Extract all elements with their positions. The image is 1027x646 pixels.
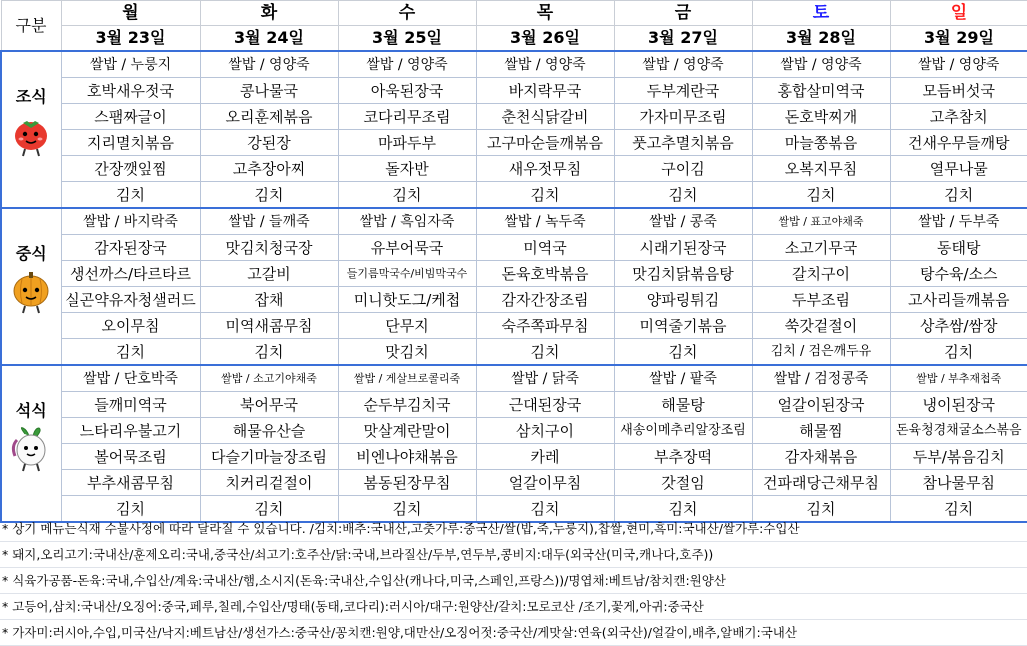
menu-item: 감자채볶음 bbox=[752, 444, 890, 470]
day-header: 일 bbox=[890, 1, 1027, 26]
menu-item: 해물유산슬 bbox=[200, 418, 338, 444]
menu-item: 코다리무조림 bbox=[338, 104, 476, 130]
menu-item: 새우젓무침 bbox=[476, 156, 614, 182]
menu-item: 김치 bbox=[890, 339, 1027, 366]
menu-row bbox=[1, 208, 1027, 235]
day-header: 월 bbox=[61, 1, 200, 26]
origin-note: * 가자미:러시아,수입,미국산/낙지:베트남산/생선가스:중국산/꽁치캔:원양,대만산/오징어젓:중국산/게맛살:연육(외국산)/얼갈이,배추,알배기:국내산 bbox=[0, 620, 1027, 646]
menu-item: 비엔나야채볶음 bbox=[338, 444, 476, 470]
menu-item: 탕수육/소스 bbox=[890, 261, 1027, 287]
menu-item: 오리훈제볶음 bbox=[200, 104, 338, 130]
menu-item: 쌀밥 / 부추재첩죽 bbox=[890, 365, 1027, 392]
menu-item: 돈호박찌개 bbox=[752, 104, 890, 130]
menu-item: 쌀밥 / 흑임자죽 bbox=[338, 208, 476, 235]
menu-item: 건파래당근채무침 bbox=[752, 470, 890, 496]
menu-item: 미역줄기볶음 bbox=[614, 313, 752, 339]
menu-item: 간장깻잎찜 bbox=[61, 156, 200, 182]
menu-item: 쌀밥 / 단호박죽 bbox=[61, 365, 200, 392]
menu-item: 삼치구이 bbox=[476, 418, 614, 444]
menu-row bbox=[1, 156, 1027, 182]
menu-item: 김치 bbox=[200, 496, 338, 523]
menu-item: 건새우무들깨탕 bbox=[890, 130, 1027, 156]
menu-item: 양파링튀김 bbox=[614, 287, 752, 313]
pumpkin-mascot-icon bbox=[9, 269, 53, 317]
menu-item: 쌀밥 / 누룽지 bbox=[61, 51, 200, 78]
day-header: 화 bbox=[200, 1, 338, 26]
menu-item: 갓절임 bbox=[614, 470, 752, 496]
menu-row bbox=[1, 261, 1027, 287]
menu-item: 볼어묵조림 bbox=[61, 444, 200, 470]
menu-row bbox=[1, 51, 1027, 78]
gubun-header: 구분 bbox=[1, 1, 61, 52]
menu-item: 춘천식닭갈비 bbox=[476, 104, 614, 130]
menu-item: 숙주쪽파무침 bbox=[476, 313, 614, 339]
menu-row bbox=[1, 365, 1027, 392]
menu-item: 김치 bbox=[61, 339, 200, 366]
menu-item: 돈육청경채굴소스볶음 bbox=[890, 418, 1027, 444]
menu-item: 쌀밥 / 영양죽 bbox=[476, 51, 614, 78]
menu-item: 김치 bbox=[614, 339, 752, 366]
origin-note: * 식육가공품-돈육:국내,수입산/계육:국내산/햄,소시지(돈육:국내산,수입산(캐나다,미국,스페인,프랑스))/명엽채:베트남/참치캔:원양산 bbox=[0, 568, 1027, 594]
menu-item: 잡채 bbox=[200, 287, 338, 313]
menu-item: 쌀밥 / 영양죽 bbox=[890, 51, 1027, 78]
menu-item: 쌀밥 / 영양죽 bbox=[752, 51, 890, 78]
menu-item: 맛김치청국장 bbox=[200, 235, 338, 261]
meal-label: 석식 bbox=[15, 401, 47, 420]
menu-item: 김치 bbox=[614, 496, 752, 523]
menu-item: 쌀밥 / 들깨죽 bbox=[200, 208, 338, 235]
menu-item: 오복지무침 bbox=[752, 156, 890, 182]
menu-item: 느타리우불고기 bbox=[61, 418, 200, 444]
date-cell: 3월 29일 bbox=[890, 26, 1027, 52]
menu-item: 쌀밥 / 영양죽 bbox=[338, 51, 476, 78]
menu-item: 김치 bbox=[338, 182, 476, 209]
date-cell: 3월 23일 bbox=[61, 26, 200, 52]
menu-row bbox=[1, 78, 1027, 104]
menu-item: 쑥갓겉절이 bbox=[752, 313, 890, 339]
menu-item: 두부조림 bbox=[752, 287, 890, 313]
menu-item: 김치 bbox=[752, 182, 890, 209]
menu-item: 쌀밥 / 표고야채죽 bbox=[752, 208, 890, 235]
day-header: 수 bbox=[338, 1, 476, 26]
menu-item: 고사리들깨볶음 bbox=[890, 287, 1027, 313]
menu-item: 냉이된장국 bbox=[890, 392, 1027, 418]
menu-item: 모듬버섯국 bbox=[890, 78, 1027, 104]
menu-item: 얼갈이무침 bbox=[476, 470, 614, 496]
menu-item: 김치 bbox=[200, 182, 338, 209]
date-cell: 3월 26일 bbox=[476, 26, 614, 52]
menu-row bbox=[1, 339, 1027, 366]
menu-item: 쌀밥 / 닭죽 bbox=[476, 365, 614, 392]
menu-item: 김치 bbox=[752, 496, 890, 523]
menu-item: 카레 bbox=[476, 444, 614, 470]
day-header-row bbox=[1, 1, 1027, 26]
menu-item: 북어무국 bbox=[200, 392, 338, 418]
menu-item: 맛김치닭볶음탕 bbox=[614, 261, 752, 287]
menu-item: 쌀밥 / 소고기야채죽 bbox=[200, 365, 338, 392]
menu-item: 순두부김치국 bbox=[338, 392, 476, 418]
menu-item: 봄동된장무침 bbox=[338, 470, 476, 496]
origin-note: * 돼지,오리고기:국내산/훈제오리:국내,중국산/쇠고기:호주산/닭:국내,브라질산/두부,연두부,콩비지:대두(외국산(미국,캐나다,호주)) bbox=[0, 542, 1027, 568]
menu-item: 쌀밥 / 영양죽 bbox=[614, 51, 752, 78]
menu-item: 고갈비 bbox=[200, 261, 338, 287]
menu-item: 쌀밥 / 녹두죽 bbox=[476, 208, 614, 235]
menu-item: 김치 bbox=[61, 182, 200, 209]
date-cell: 3월 24일 bbox=[200, 26, 338, 52]
date-cell: 3월 27일 bbox=[614, 26, 752, 52]
menu-row bbox=[1, 313, 1027, 339]
menu-item: 홍합살미역국 bbox=[752, 78, 890, 104]
menu-item: 김치 bbox=[476, 182, 614, 209]
origin-note: * 상기 메뉴는식재 수불사정에 따라 달라질 수 있습니다. /김치:배추:국내산,고춧가루:중국산/쌀(밥,죽,누룽지),찹쌀,현미,흑미:국내산/쌀가루:수입산 bbox=[0, 516, 1027, 542]
menu-item: 해물찜 bbox=[752, 418, 890, 444]
menu-item: 동태탕 bbox=[890, 235, 1027, 261]
menu-row bbox=[1, 182, 1027, 209]
menu-item: 고추참치 bbox=[890, 104, 1027, 130]
menu-item: 고구마순들깨볶음 bbox=[476, 130, 614, 156]
origin-notes bbox=[0, 516, 1027, 646]
menu-row bbox=[1, 470, 1027, 496]
menu-item: 근대된장국 bbox=[476, 392, 614, 418]
meal-label-cell bbox=[1, 365, 61, 522]
menu-item: 아욱된장국 bbox=[338, 78, 476, 104]
menu-item: 바지락무국 bbox=[476, 78, 614, 104]
menu-row bbox=[1, 104, 1027, 130]
menu-item: 들깨미역국 bbox=[61, 392, 200, 418]
menu-item: 김치 bbox=[890, 496, 1027, 523]
date-row bbox=[1, 26, 1027, 52]
menu-item: 감자간장조림 bbox=[476, 287, 614, 313]
menu-item: 김치 bbox=[61, 496, 200, 523]
menu-item: 호박새우젓국 bbox=[61, 78, 200, 104]
menu-item: 김치 bbox=[476, 339, 614, 366]
origin-note: * 고등어,삼치:국내산/오징어:중국,페루,칠레,수입산/명태(동태,코다리):러시아/대구:원양산/갈치:모로코산 /조기,꽃게,아귀:중국산 bbox=[0, 594, 1027, 620]
menu-item: 쌀밥 / 검정콩죽 bbox=[752, 365, 890, 392]
menu-row bbox=[1, 235, 1027, 261]
menu-item: 미역국 bbox=[476, 235, 614, 261]
menu-item: 돌자반 bbox=[338, 156, 476, 182]
menu-row bbox=[1, 130, 1027, 156]
menu-item: 마늘쫑볶음 bbox=[752, 130, 890, 156]
menu-item: 돈육호박볶음 bbox=[476, 261, 614, 287]
menu-item: 유부어묵국 bbox=[338, 235, 476, 261]
menu-item: 단무지 bbox=[338, 313, 476, 339]
menu-item: 쌀밥 / 두부죽 bbox=[890, 208, 1027, 235]
menu-item: 김치 bbox=[476, 496, 614, 523]
menu-item: 미니핫도그/케첩 bbox=[338, 287, 476, 313]
menu-item: 다슬기마늘장조림 bbox=[200, 444, 338, 470]
menu-item: 치커리겉절이 bbox=[200, 470, 338, 496]
menu-item: 스팸짜글이 bbox=[61, 104, 200, 130]
menu-item: 새송이메추리알장조림 bbox=[614, 418, 752, 444]
menu-item: 맛살계란말이 bbox=[338, 418, 476, 444]
menu-item: 얼갈이된장국 bbox=[752, 392, 890, 418]
meal-label-cell bbox=[1, 208, 61, 365]
menu-row bbox=[1, 392, 1027, 418]
menu-item: 맛김치 bbox=[338, 339, 476, 366]
menu-item: 김치 bbox=[200, 339, 338, 366]
menu-item: 김치 / 검은깨두유 bbox=[752, 339, 890, 366]
menu-item: 쌀밥 / 팥죽 bbox=[614, 365, 752, 392]
menu-item: 구이김 bbox=[614, 156, 752, 182]
menu-item: 두부/볶음김치 bbox=[890, 444, 1027, 470]
date-cell: 3월 28일 bbox=[752, 26, 890, 52]
menu-item: 마파두부 bbox=[338, 130, 476, 156]
menu-item: 쌀밥 / 콩죽 bbox=[614, 208, 752, 235]
menu-item: 가자미무조림 bbox=[614, 104, 752, 130]
menu-item: 상추쌈/쌈장 bbox=[890, 313, 1027, 339]
menu-item: 부추새콤무침 bbox=[61, 470, 200, 496]
menu-item: 콩나물국 bbox=[200, 78, 338, 104]
menu-item: 실곤약유자청샐러드 bbox=[61, 287, 200, 313]
menu-item: 강된장 bbox=[200, 130, 338, 156]
menu-item: 쌀밥 / 영양죽 bbox=[200, 51, 338, 78]
menu-item: 쌀밥 / 게살브로콜리죽 bbox=[338, 365, 476, 392]
menu-row bbox=[1, 444, 1027, 470]
day-header: 금 bbox=[614, 1, 752, 26]
menu-item: 김치 bbox=[614, 182, 752, 209]
menu-item: 시래기된장국 bbox=[614, 235, 752, 261]
menu-item: 쌀밥 / 바지락죽 bbox=[61, 208, 200, 235]
menu-item: 생선까스/타르타르 bbox=[61, 261, 200, 287]
menu-item: 들기름막국수/비빔막국수 bbox=[338, 261, 476, 287]
day-header: 목 bbox=[476, 1, 614, 26]
menu-item: 해물탕 bbox=[614, 392, 752, 418]
tomato-mascot-icon bbox=[9, 112, 53, 160]
menu-item: 미역새콤무침 bbox=[200, 313, 338, 339]
menu-row bbox=[1, 418, 1027, 444]
menu-item: 풋고추멸치볶음 bbox=[614, 130, 752, 156]
menu-item: 김치 bbox=[338, 496, 476, 523]
menu-item: 두부계란국 bbox=[614, 78, 752, 104]
menu-item: 참나물무침 bbox=[890, 470, 1027, 496]
meal-label-cell bbox=[1, 51, 61, 208]
menu-item: 소고기무국 bbox=[752, 235, 890, 261]
menu-item: 김치 bbox=[890, 182, 1027, 209]
date-cell: 3월 25일 bbox=[338, 26, 476, 52]
menu-row bbox=[1, 287, 1027, 313]
menu-item: 감자된장국 bbox=[61, 235, 200, 261]
day-header: 토 bbox=[752, 1, 890, 26]
menu-item: 갈치구이 bbox=[752, 261, 890, 287]
menu-item: 오이무침 bbox=[61, 313, 200, 339]
radish-mascot-icon bbox=[9, 426, 53, 474]
menu-item: 부추장떡 bbox=[614, 444, 752, 470]
menu-item: 열무나물 bbox=[890, 156, 1027, 182]
menu-item: 고추장아찌 bbox=[200, 156, 338, 182]
meal-label: 중식 bbox=[15, 244, 47, 263]
menu-item: 지리멸치볶음 bbox=[61, 130, 200, 156]
meal-label: 조식 bbox=[15, 87, 47, 106]
